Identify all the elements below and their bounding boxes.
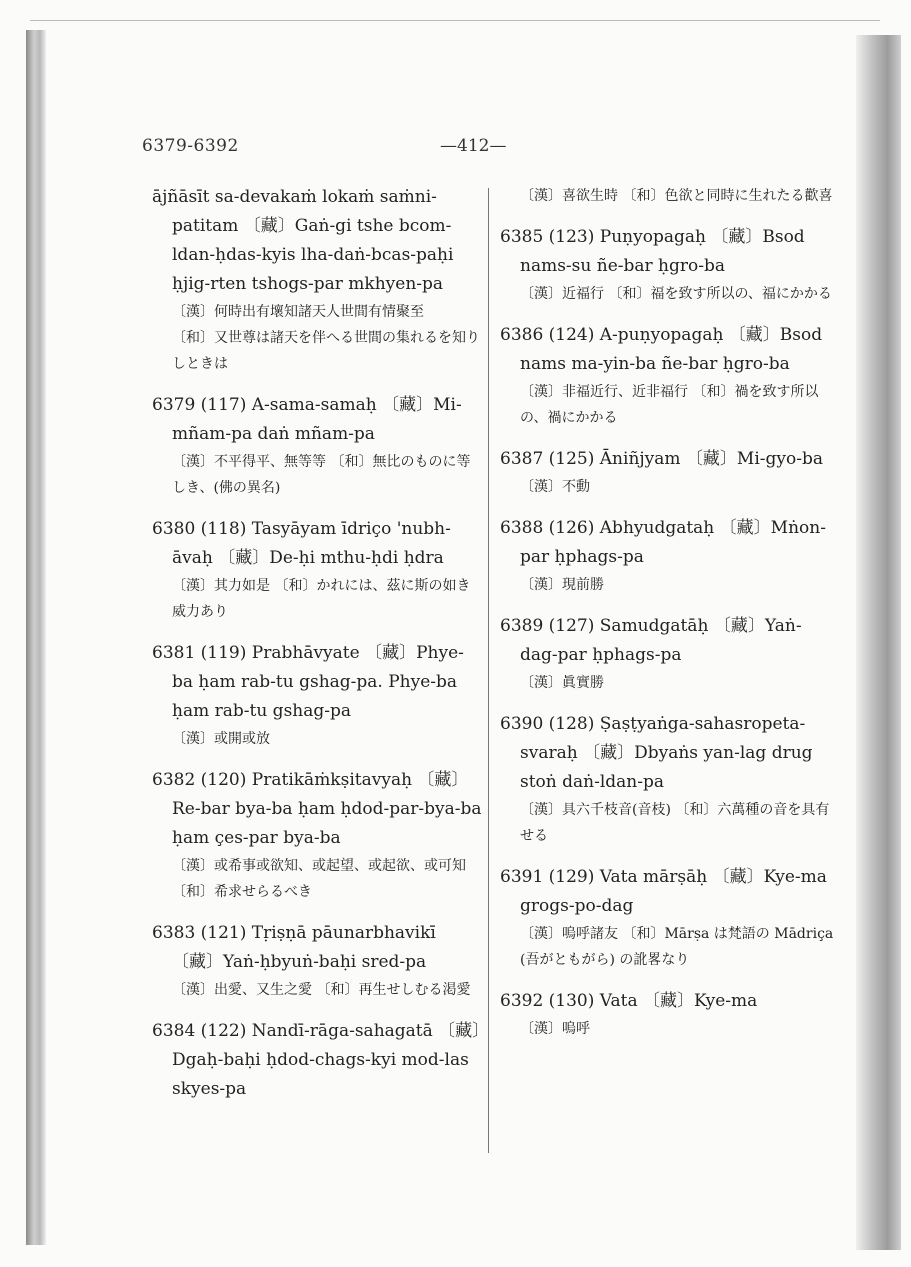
entry-head: 6384 (122) Nandī-rāga-sahagatā 〔藏〕Dgaḥ-baḥi ḥdod-chags-kyi mod-las skyes-pa xyxy=(152,1021,481,1099)
entry-head: 6379 (117) A-sama-samaḥ 〔藏〕Mi-mñam-pa daṅ mñam-pa xyxy=(152,395,462,444)
dictionary-entry xyxy=(152,766,482,905)
left-column xyxy=(152,183,482,1118)
entry-gloss: 〔漢〕眞實勝 xyxy=(520,675,604,691)
dictionary-entry xyxy=(152,919,482,1003)
entry-head: 6381 (119) Prabhāvyate 〔藏〕Phye-ba ḥam rab-tu gshag-pa. Phye-ba ḥam rab-tu gshag-pa xyxy=(152,643,464,721)
page-edge-shadow xyxy=(856,35,901,1250)
column-divider xyxy=(488,188,489,1153)
entry-head: 6382 (120) Pratikāṁkṣitavyaḥ 〔藏〕Re-bar bya-ba ḥam ḥdod-par-bya-ba ḥam çes-par bya-ba xyxy=(152,770,482,848)
entry-gloss: 〔漢〕具六千枝音(音枝) 〔和〕六萬種の音を具有せる xyxy=(520,802,830,844)
entry-gloss: 〔漢〕或希事或欲知、或起望、或起欲、或可知 〔和〕希求せらるべき xyxy=(172,858,466,900)
dictionary-entry xyxy=(152,515,482,625)
entry-gloss: 〔漢〕出愛、又生之愛 〔和〕再生せしむる渇愛 xyxy=(172,982,471,998)
book-binding-shadow xyxy=(26,30,46,1245)
entry-gloss: 〔漢〕其力如是 〔和〕かれには、茲に斯の如き威力あり xyxy=(172,578,471,620)
entry-range-header: 6379-6392 xyxy=(142,136,239,156)
dictionary-entry xyxy=(500,710,835,849)
entry-gloss: 〔漢〕不平得平、無等等 〔和〕無比のものに等しき、(佛の異名) xyxy=(172,454,471,496)
entry-head: 6391 (129) Vata mārṣāḥ 〔藏〕Kye-ma grogs-po-dag xyxy=(500,867,827,916)
dictionary-entry xyxy=(500,321,835,431)
entry-gloss: 〔漢〕嗚呼諸友 〔和〕Mārṣa は梵語の Mādriça (吾がともがら) の訛畧なり xyxy=(520,926,834,968)
page-top-edge xyxy=(30,20,880,21)
dictionary-entry xyxy=(500,987,835,1042)
entry-head: 6385 (123) Puṇyopagaḥ 〔藏〕Bsod nams-su ñe-bar ḥgro-ba xyxy=(500,227,805,276)
entry-head: ājñāsīt sa-devakaṁ lokaṁ saṁni-patitam 〔藏〕Gaṅ-gi tshe bcom-ldan-ḥdas-kyis lha-daṅ-bcas-paḥi ḥjig-rten tshogs-par mkhyen-pa xyxy=(152,187,454,294)
dictionary-entry xyxy=(500,445,835,500)
entry-gloss: 〔漢〕嗚呼 xyxy=(520,1021,590,1037)
entry-gloss: 〔漢〕不動 xyxy=(520,479,590,495)
entry-head: 6387 (125) Āniñjyam 〔藏〕Mi-gyo-ba xyxy=(500,449,823,469)
dictionary-entry xyxy=(152,1017,482,1104)
entry-head: 6380 (118) Tasyāyam īdriço 'nubh-āvaḥ 〔藏〕De-ḥi mthu-ḥdi ḥdra xyxy=(152,519,451,568)
entry-gloss: 〔漢〕何時出有壞知諸天人世間有情聚至 xyxy=(172,304,424,320)
right-column xyxy=(500,183,835,1056)
page-number: —412— xyxy=(440,136,507,156)
dictionary-entry xyxy=(500,514,835,598)
entry-head: 6386 (124) A-puṇyopagaḥ 〔藏〕Bsod nams ma-yin-ba ñe-bar ḥgro-ba xyxy=(500,325,823,374)
entry-head: 6388 (126) Abhyudgataḥ 〔藏〕Mṅon-par ḥphags-pa xyxy=(500,518,826,567)
entry-gloss: 〔漢〕非福近行、近非福行 〔和〕禍を致す所以の、禍にかかる xyxy=(520,384,819,426)
entry-head: 6389 (127) Samudgatāḥ 〔藏〕Yaṅ-dag-par ḥphags-pa xyxy=(500,616,802,665)
entry-gloss: 〔漢〕現前勝 xyxy=(520,577,604,593)
entry-head: 6390 (128) Ṣaṣṭyaṅga-sahasropeta-svaraḥ 〔藏〕Dbyaṅs yan-lag drug stoṅ daṅ-ldan-pa xyxy=(500,714,813,792)
continued-entry xyxy=(500,183,835,209)
entry-head: 6392 (130) Vata 〔藏〕Kye-ma xyxy=(500,991,758,1011)
dictionary-entry xyxy=(500,612,835,696)
dictionary-entry xyxy=(500,863,835,973)
continued-entry xyxy=(152,183,482,377)
dictionary-entry xyxy=(152,639,482,752)
entry-gloss: 〔漢〕近福行 〔和〕福を致す所以の、福にかかる xyxy=(520,286,832,302)
dictionary-entry xyxy=(152,391,482,501)
entry-head: 6383 (121) Tṛiṣṇā pāunarbhavikī 〔藏〕Yaṅ-ḥbyuṅ-baḥi sred-pa xyxy=(152,923,436,972)
entry-gloss: 〔漢〕或開或放 xyxy=(172,731,270,747)
entry-gloss: 〔漢〕喜欲生時 〔和〕色欲と同時に生れたる歡喜 xyxy=(520,188,833,204)
entry-gloss: 〔和〕又世尊は諸天を伴へる世間の集れるを知りしときは xyxy=(172,330,480,372)
dictionary-entry xyxy=(500,223,835,307)
